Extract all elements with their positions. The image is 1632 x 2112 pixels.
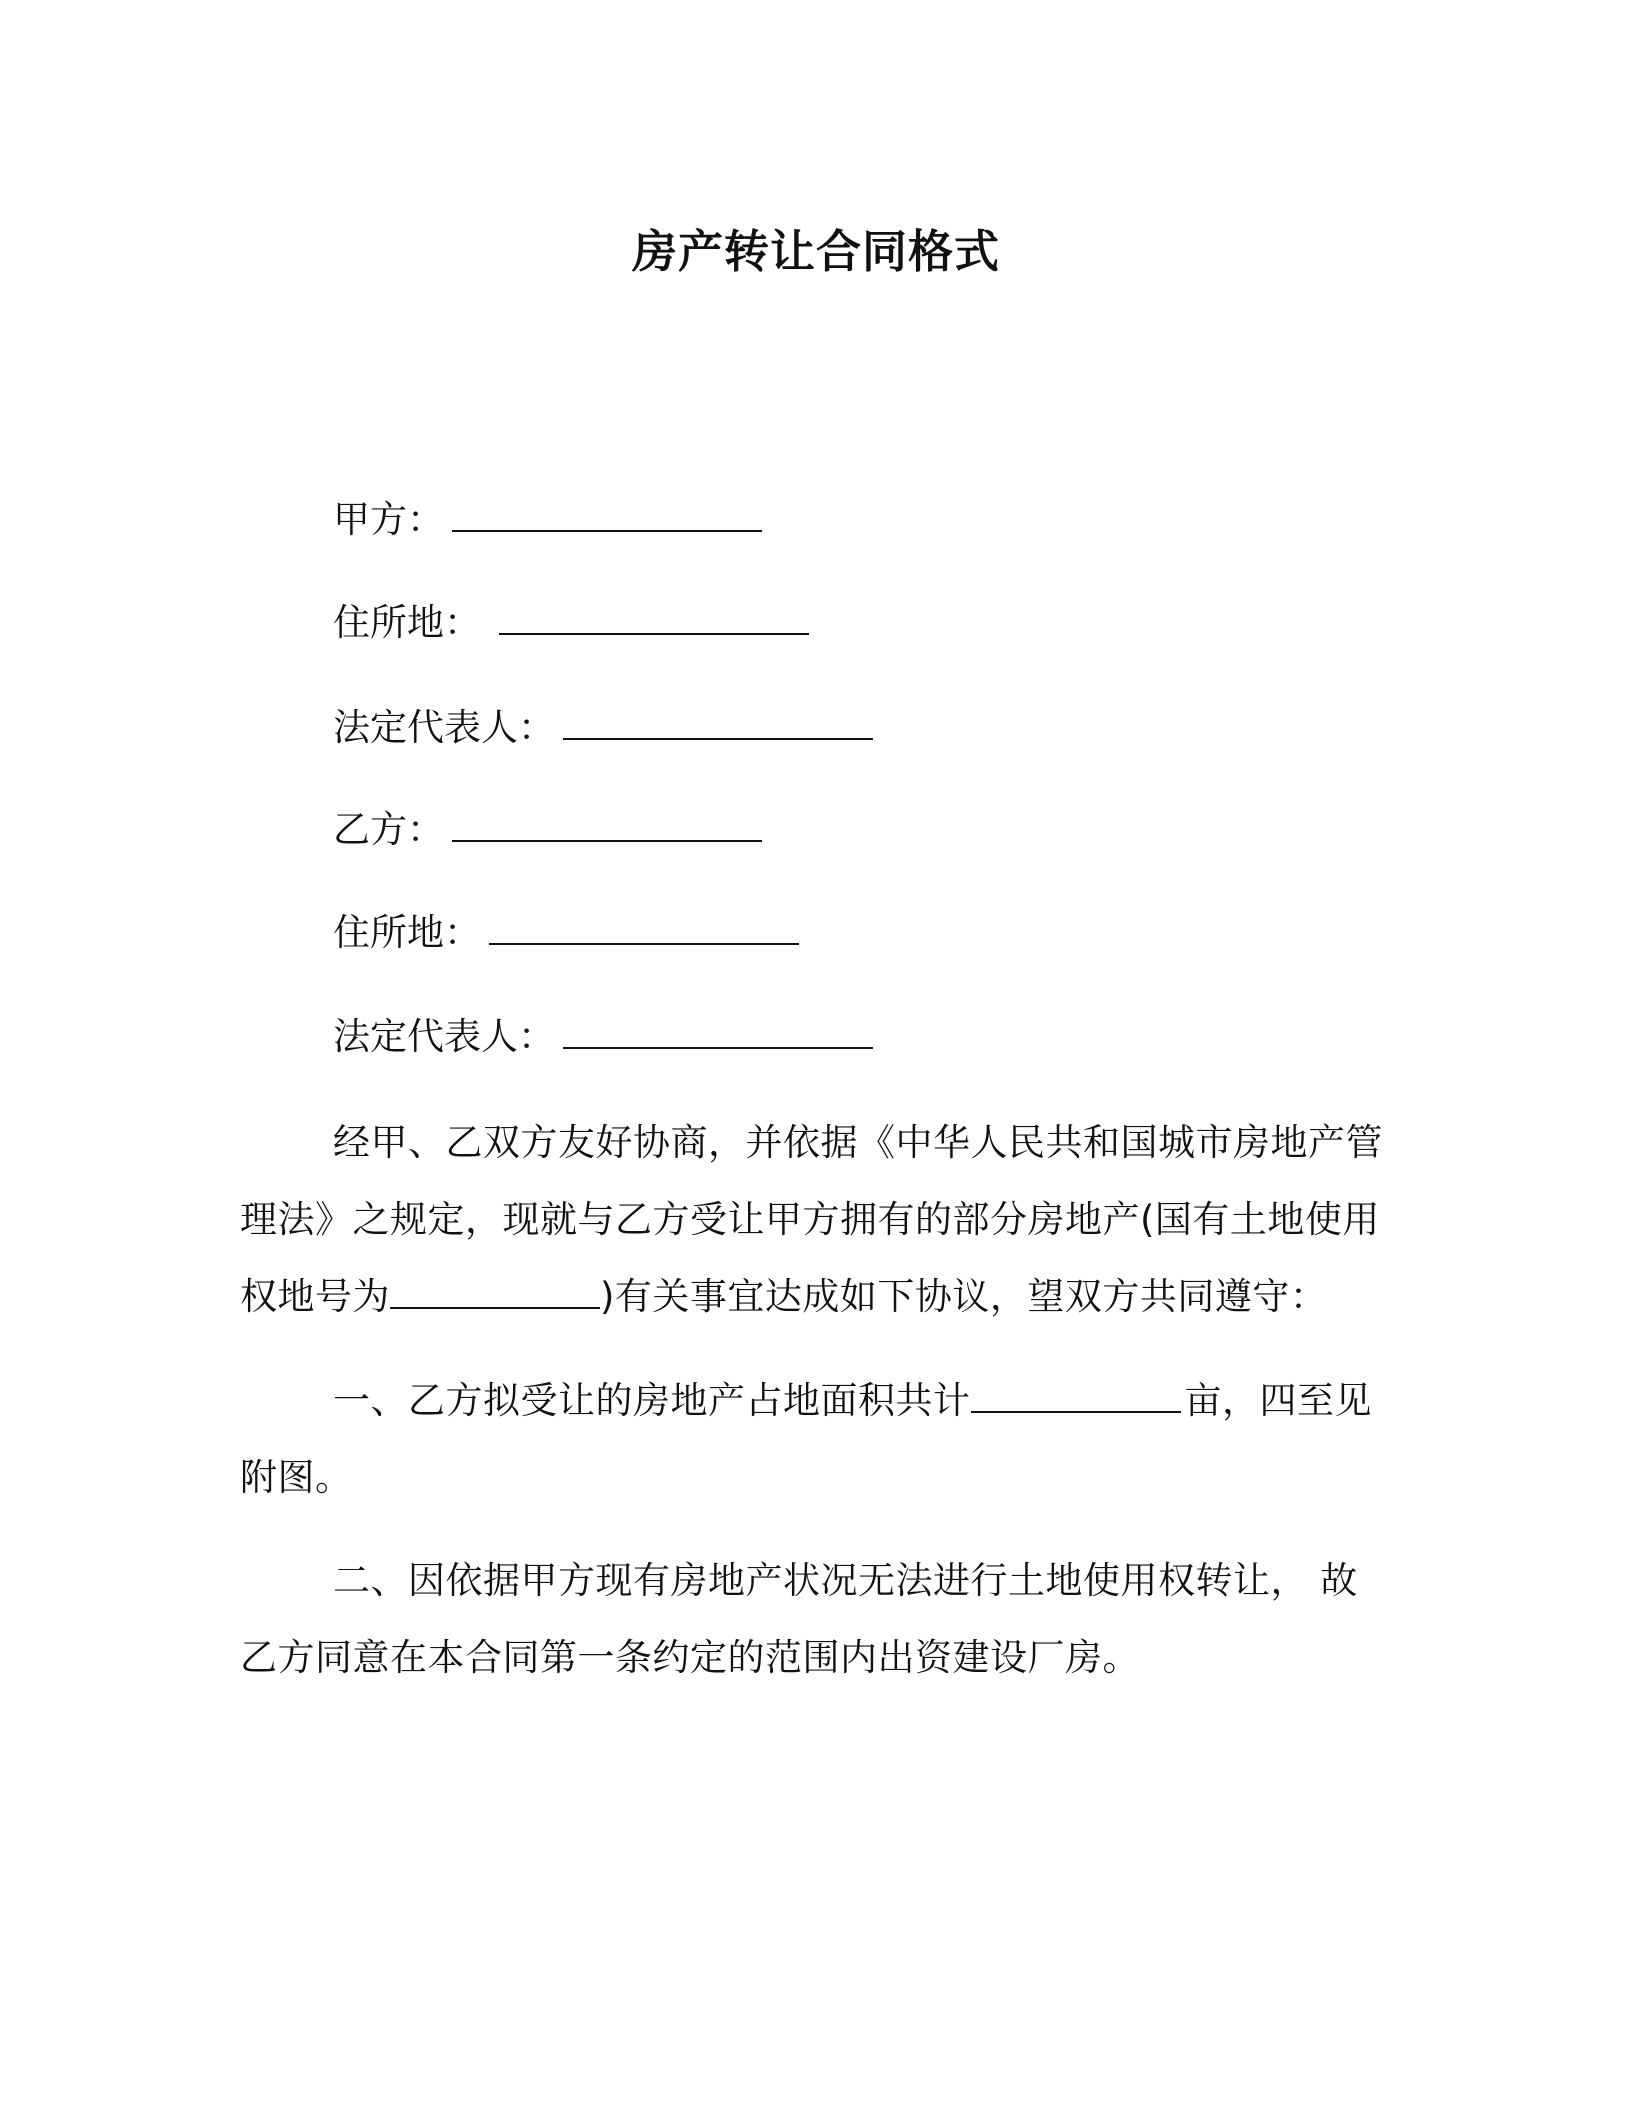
preamble-paragraph	[240, 1104, 1390, 1335]
clause-2-paragraph	[240, 1542, 1390, 1696]
party-b-address-label: 住所地：	[333, 911, 481, 954]
party-b-blank[interactable]	[452, 810, 762, 842]
party-a-address-label: 住所地：	[333, 601, 481, 644]
party-b-field	[333, 805, 762, 855]
clause-2-text: 二、因依据甲方现有房地产状况无法进行土地使用权转让， 故乙方同意在本合同第一条约定的范围内出资建设厂房。	[240, 1559, 1358, 1679]
clause-1-text-1: 一、乙方拟受让的房地产占地面积共计	[333, 1379, 971, 1422]
clause-1-text-2: 亩，四至见附图。	[240, 1379, 1372, 1499]
party-a-field	[333, 495, 762, 545]
clause-1-paragraph	[240, 1362, 1390, 1516]
party-a-representative-label: 法定代表人：	[333, 706, 555, 749]
preamble-text-2: )有关事宜达成如下协议，望双方共同遵守：	[600, 1275, 1328, 1318]
party-b-representative-blank[interactable]	[563, 1017, 873, 1049]
party-b-label: 乙方：	[333, 808, 444, 851]
land-number-blank[interactable]	[390, 1277, 600, 1309]
party-a-label: 甲方：	[333, 498, 444, 541]
party-a-blank[interactable]	[452, 500, 762, 532]
party-a-representative-blank[interactable]	[563, 708, 873, 740]
preamble-text-1: 经甲、乙双方友好协商，并依据《中华人民共和国城市房地产管理法》之规定，现就与乙方受让甲方拥有的部分房地产(国有土地使用权地号为	[240, 1121, 1383, 1318]
party-a-address-blank[interactable]	[499, 603, 809, 635]
party-a-address-field	[333, 598, 809, 648]
party-b-representative-label: 法定代表人：	[333, 1015, 555, 1058]
document-title: 房产转让合同格式	[631, 225, 1000, 278]
party-b-representative-field	[333, 1012, 873, 1062]
party-b-address-blank[interactable]	[489, 913, 799, 945]
party-a-representative-field	[333, 703, 873, 753]
party-b-address-field	[333, 908, 799, 958]
area-blank[interactable]	[971, 1381, 1181, 1413]
